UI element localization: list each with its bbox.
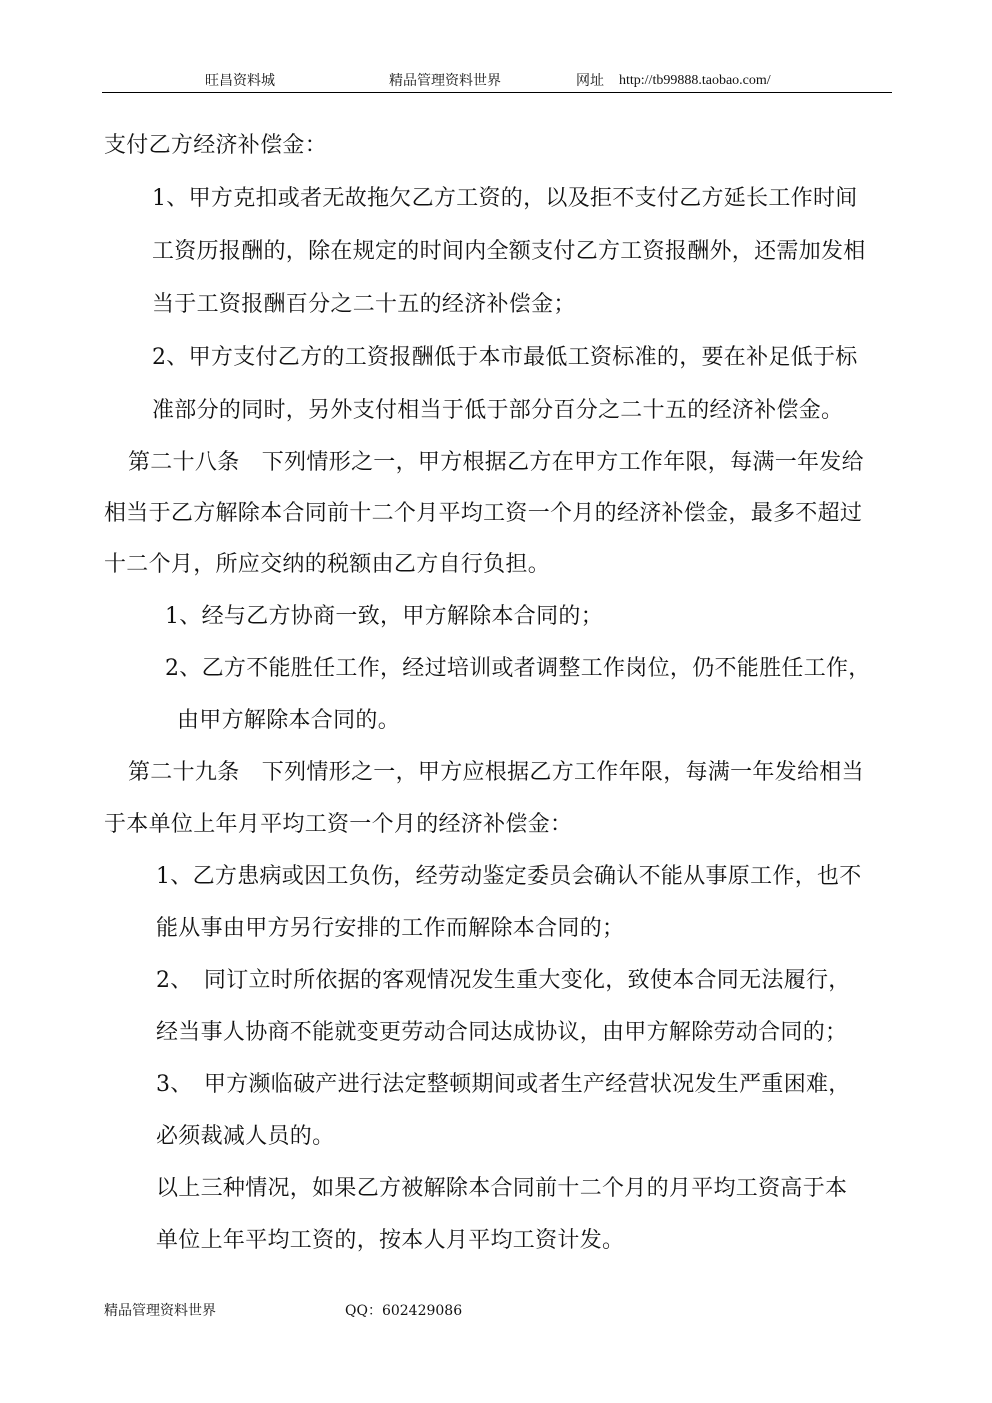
body-line: 支付乙方经济补偿金： — [104, 133, 328, 158]
body-line: 必须裁减人员的。 — [156, 1124, 335, 1149]
body-line: 工资历报酬的，除在规定的时间内全额支付乙方工资报酬外，还需加发相 — [152, 239, 866, 264]
body-line: 2、乙方不能胜任工作，经过培训或者调整工作岗位，仍不能胜任工作， — [165, 656, 871, 681]
footer-qq: QQ：602429086 — [345, 1303, 463, 1319]
body-line: 以上三种情况，如果乙方被解除本合同前十二个月的月平均工资高于本 — [156, 1176, 848, 1201]
body-line: 第二十九条 下列情形之一，甲方应根据乙方工作年限，每满一年发给相当 — [128, 760, 864, 785]
header-brand: 精品管理资料世界 — [389, 73, 501, 89]
body-line: 经当事人协商不能就变更劳动合同达成协议，由甲方解除劳动合同的； — [156, 1020, 848, 1045]
body-line: 1、乙方患病或因工负伤，经劳动鉴定委员会确认不能从事原工作，也不 — [156, 864, 862, 889]
body-line: 相当于乙方解除本合同前十二个月平均工资一个月的经济补偿金，最多不超过 — [104, 501, 863, 526]
body-line: 单位上年平均工资的，按本人月平均工资计发。 — [156, 1228, 625, 1253]
body-line: 由甲方解除本合同的。 — [177, 708, 401, 733]
body-line: 1、经与乙方协商一致，甲方解除本合同的； — [165, 604, 603, 629]
body-line: 2、 同订立时所依据的客观情况发生重大变化，致使本合同无法履行， — [156, 968, 851, 993]
body-line: 第二十八条 下列情形之一，甲方根据乙方在甲方工作年限，每满一年发给 — [128, 450, 864, 475]
body-line: 十二个月，所应交纳的税额由乙方自行负担。 — [104, 552, 551, 577]
body-line: 准部分的同时，另外支付相当于低于部分百分之二十五的经济补偿金。 — [152, 398, 844, 423]
body-line: 2、甲方支付乙方的工资报酬低于本市最低工资标准的，要在补足低于标 — [152, 345, 858, 370]
header-url: http://tb99888.taobao.com/ — [619, 73, 771, 88]
page-header — [102, 66, 892, 93]
body-line: 能从事由甲方另行安排的工作而解除本合同的； — [156, 916, 625, 941]
body-line: 于本单位上年月平均工资一个月的经济补偿金： — [104, 812, 573, 837]
header-shop-name: 旺昌资料城 — [205, 73, 275, 89]
body-line: 3、 甲方濒临破产进行法定整顿期间或者生产经营状况发生严重困难， — [156, 1072, 851, 1097]
page-footer — [104, 1301, 463, 1321]
body-line: 当于工资报酬百分之二十五的经济补偿金； — [152, 292, 576, 317]
body-line: 1、甲方克扣或者无故拖欠乙方工资的，以及拒不支付乙方延长工作时间 — [152, 186, 858, 211]
footer-brand: 精品管理资料世界 — [104, 1303, 216, 1319]
header-url-label: 网址 — [576, 73, 604, 89]
